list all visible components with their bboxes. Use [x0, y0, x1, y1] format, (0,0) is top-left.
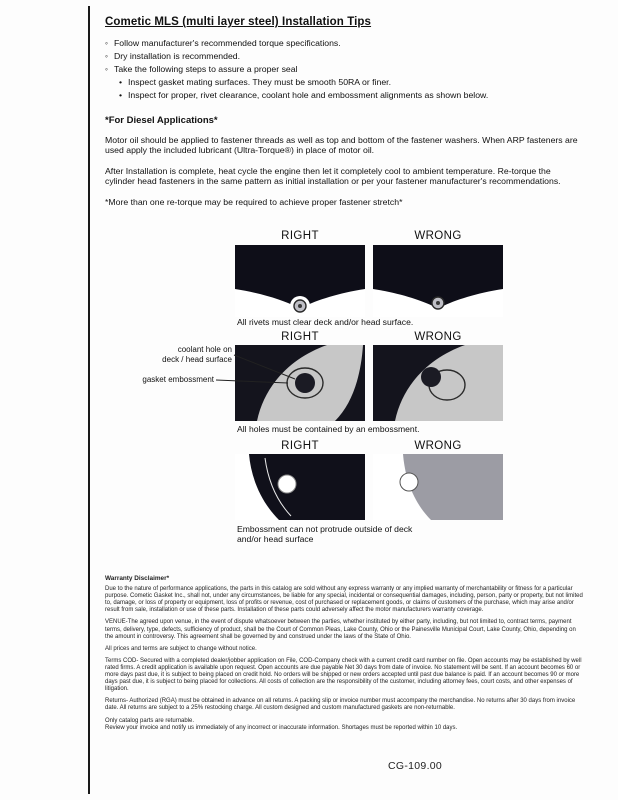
- wrong-label-row1: WRONG: [414, 230, 462, 242]
- dot-bullet-icon: •: [119, 77, 123, 87]
- row3-caption: [237, 524, 412, 544]
- retorque-note: *More than one re-torque may be required to achieve proper fastener stretch*: [105, 196, 403, 207]
- circle-bullet-icon: ◦: [105, 38, 109, 48]
- right-label-row2: RIGHT: [281, 331, 319, 343]
- circle-bullet-icon: ◦: [105, 51, 109, 61]
- sub-bullet-text: Inspect gasket mating surfaces. They must be smooth 50RA or finer.: [128, 77, 392, 87]
- warranty-paragraph-5: Returns- Authorized (RGA) must be obtained in advance on all returns. A packing slip or invoice number must accompany the merchandise. No returns after 30 days from invoice date. All returns are subject to a 25% restocking charge. All custom designed and custom manufactured gaskets are non-returnable.: [105, 698, 576, 712]
- warranty-paragraph-3: All prices and terms are subject to change without notice.: [105, 645, 257, 652]
- page-number: CG-109.00: [388, 760, 443, 772]
- wrong-label-row3: WRONG: [414, 440, 462, 452]
- rivet-clearance-right-diagram: [235, 245, 365, 317]
- bullet-item: [105, 50, 583, 63]
- bullet-text: Take the following steps to assure a proper seal: [114, 64, 298, 74]
- row3-caption-line2: and/or head surface: [237, 534, 314, 544]
- sub-bullet-item: [119, 89, 583, 102]
- right-label-row3: RIGHT: [281, 440, 319, 452]
- coolant-hole-label: [116, 345, 232, 364]
- diesel-applications-heading: *For Diesel Applications*: [105, 115, 218, 126]
- warranty-paragraph-1: Due to the nature of performance applications, the parts in this catalog are sold without any express warranty or any implied warranty of merchantability or fitness for a particular purpose. Cometic Gasket Inc., shall not, under any circumstances, be liable for any special, incidental or consequential damages, including, person, party or property, but not limited to, damage, or loss of property or equipment, loss of profits or revenue, cost of purchased or replacement goods, or claims of customers of the purchase, which may arise and/or result from sale, installation or use of these parts. Installation of these parts could adversely affect the motor manufacturers warranty coverage.: [105, 586, 583, 614]
- embossment-protrusion-right-diagram: [235, 454, 365, 520]
- coolant-hole-label-line2: deck / head surface: [162, 354, 232, 364]
- warranty-paragraph-6b: Review your invoice and notify us immediately of any incorrect or inaccurate information. Shortages must be reported within 10 days.: [105, 724, 458, 731]
- right-label-row1: RIGHT: [281, 230, 319, 242]
- warranty-paragraph-4: Terms COD- Secured with a completed dealer/jobber application on File, COD-Company check with a current credit card number on file. Open accounts may be established by well rated firms. A credit application is available upon request. Open accounts are due payable Net 30 days from date of invoice. No statement will be sent. If an account becomes 60 or more days past due, it is subject to being placed on credit hold. No orders will be shipped or new orders accepted until past due balance is paid. If an account becomes 90 or more days past due, it is subject to being placed for collections. All costs of collection are the responsibility of the customer, including attorney fees, court costs, and other expenses of litigation.: [105, 657, 582, 693]
- bullet-text: Follow manufacturer's recommended torque specifications.: [114, 38, 341, 48]
- circle-bullet-icon: ◦: [105, 64, 109, 74]
- diagram-section: [0, 228, 618, 558]
- wrong-label-row2: WRONG: [414, 331, 462, 343]
- content-area: [105, 16, 583, 207]
- sub-bullet-item: [119, 76, 583, 89]
- row3-caption-line1: Embossment can not protrude outside of deck: [237, 524, 413, 534]
- diesel-paragraph-1: Motor oil should be applied to fastener threads as well as top and bottom of the fastener washers. When ARP fasteners are used apply the included lubricant (Ultra-Torque®) in place of motor oil.: [105, 135, 578, 156]
- sub-bullet-text: Inspect for proper, rivet clearance, coolant hole and embossment alignments as shown below.: [128, 90, 489, 100]
- warranty-disclaimer: [105, 575, 583, 737]
- hole-embossment-wrong-diagram: [373, 345, 503, 421]
- bullet-item: [105, 63, 583, 76]
- diesel-paragraph-2: After Installation is complete, heat cycle the engine then let it completely cool to ambient temperature. Re-torque the cylinder head fasteners in the same pattern as initial installation or per your fastener manufacturer's recommendations.: [105, 165, 561, 187]
- row1-caption: All rivets must clear deck and/or head surface.: [237, 317, 414, 327]
- warranty-paragraph-6a: Only catalog parts are returnable.: [105, 717, 195, 724]
- warranty-paragraph-2: VENUE-The agreed upon venue, in the event of dispute whatsoever between the parties, whether instituted by either party, including, but not limited to, contract terms, payment terms, delivery, type, defects, sufficiency of product, shall be the Court of Common Pleas, Lake County, Ohio or the Painesville Municipal Court, Lake County, Ohio, depending on the amount in controversy. This agreement shall be governed by and construed under the laws of the State of Ohio.: [105, 619, 576, 640]
- page-title: Cometic MLS (multi layer steel) Installation Tips: [105, 16, 372, 28]
- hole-embossment-right-diagram: [235, 345, 365, 421]
- bullet-text: Dry installation is recommended.: [114, 51, 241, 61]
- embossment-protrusion-wrong-diagram: [373, 454, 503, 520]
- warranty-heading: Warranty Disclaimer*: [105, 575, 170, 582]
- row2-caption: All holes must be contained by an embossment.: [237, 424, 420, 434]
- coolant-hole-label-line1: coolant hole on: [177, 345, 232, 354]
- bullet-item: [105, 37, 583, 50]
- dot-bullet-icon: •: [119, 90, 123, 100]
- rivet-clearance-wrong-diagram: [373, 245, 503, 317]
- gasket-embossment-label: gasket embossment: [142, 375, 214, 384]
